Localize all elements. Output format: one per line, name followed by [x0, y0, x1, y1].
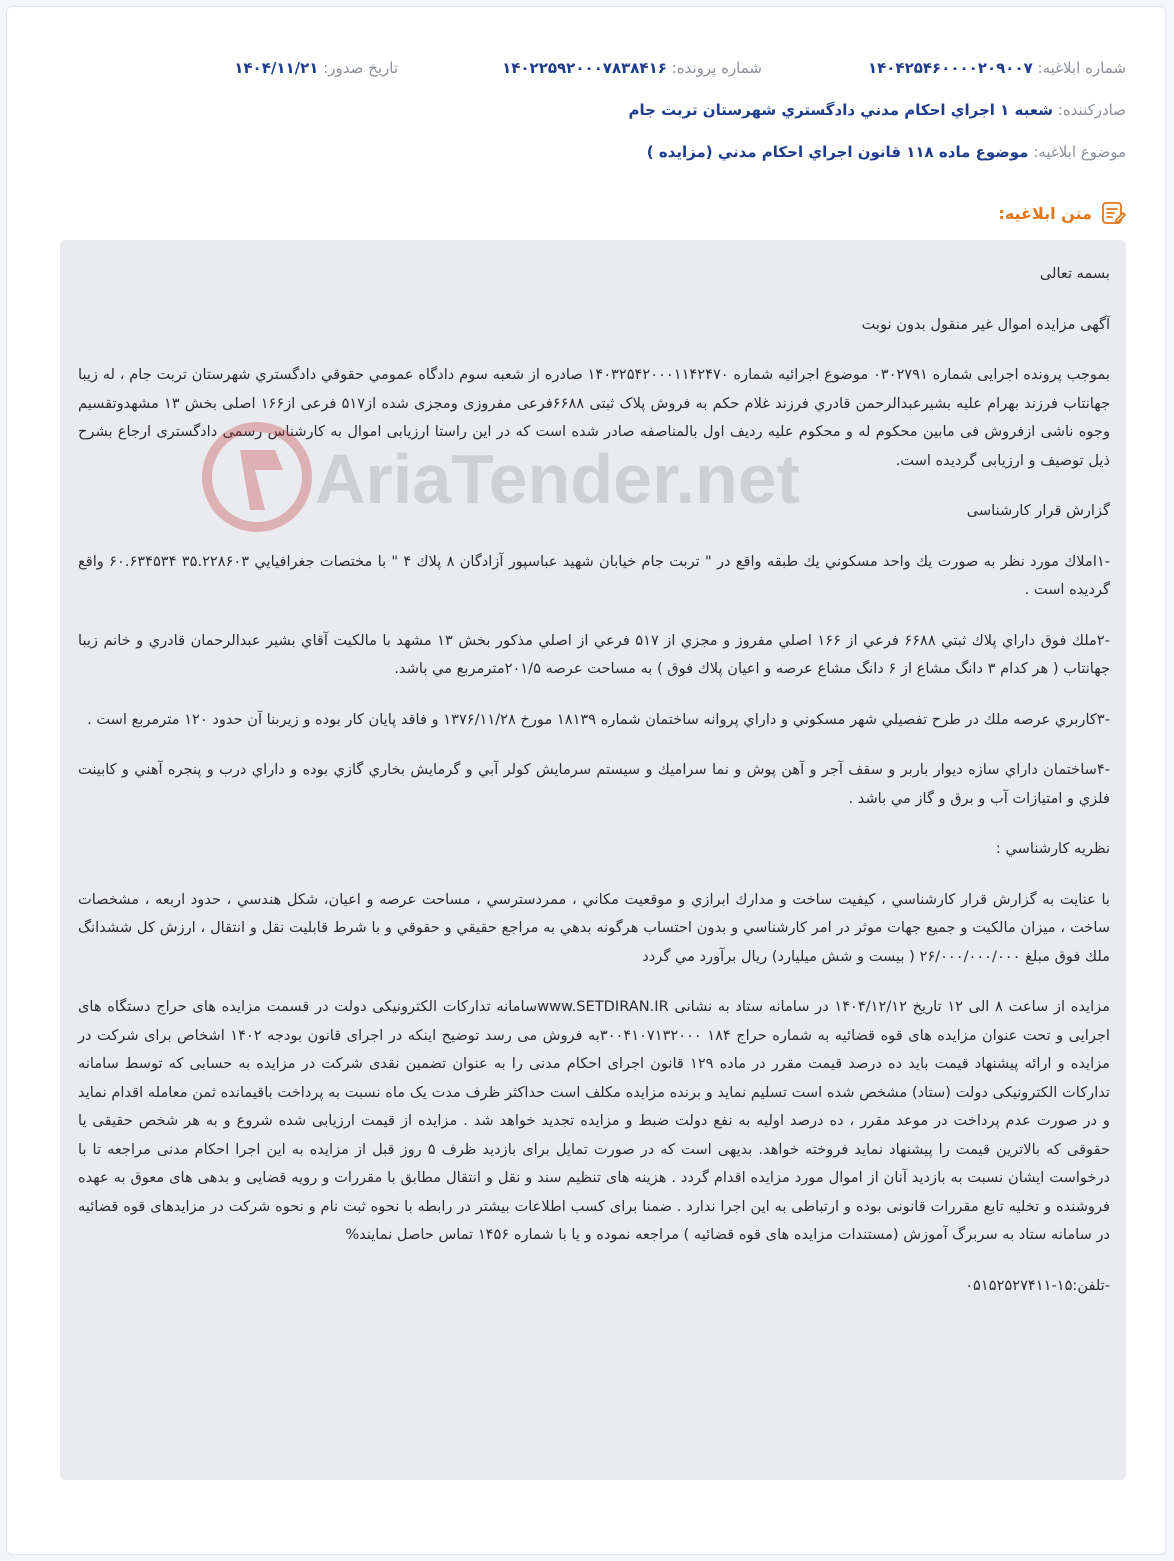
- body-expert-opinion: با عنايت به گزارش قرار كارشناسي ، كيفيت ساخت و مدارك ابرازي و موقعيت مكاني ، ممردسترسي ، مساحت عرصه و اعيان، شكل هندسي ، حدود اربعه ، مشخصات ساخت ، ميزان مالكيت و جميع جهات موثر در امر كارشناسي و بدون احتساب هرگونه بدهي به مراجع حقيقي و حقوقي و با شرط قابليت نقل و انتقال ، ارزش كل ششدانگ ملك فوق مبلغ ۲۶/۰۰۰/۰۰۰/۰۰۰ ( بيست و شش ميليارد) ريال برآورد مي گردد: [78, 890, 1110, 965]
- issuer: شعبه ۱ اجراي احکام مدني دادگستري شهرستان تربت جام: [628, 101, 1053, 119]
- watermark-text: AriaTender.net: [315, 440, 800, 518]
- body-expert-opinion-heading: نظريه كارشناسي :: [995, 840, 1110, 857]
- case-number-label: شماره پرونده:: [671, 59, 762, 77]
- body-item-2: -۲ملك فوق داراي پلاك ثبتي ۶۶۸۸ فرعي از ۱۶۶ اصلي مفروز و مجزي از ۵۱۷ فرعي از اصلي مذكور بخش ۱۳ مشهد با مالكيت آقاي بشير عبدالرحمان قادري و خانم زيبا جهانتاب ( هر كدام ۳ دانگ مشاع از ۶ دانگ مشاع عرصه و اعيان پلاك فوق ) به مساحت عرصه ۲۰۱/۵مترمربع مي باشد.: [78, 631, 1110, 677]
- subject-row: [647, 143, 1126, 161]
- case-number: ۱۴۰۲۲۵۹۲۰۰۰۷۸۳۸۴۱۶: [502, 59, 667, 77]
- notice-number-row: [868, 59, 1126, 77]
- issue-date: ۱۴۰۴/۱۱/۲۱: [234, 59, 319, 77]
- subject: موضوع ماده ۱۱۸ قانون اجراي احكام مدني (مزايده ): [646, 143, 1029, 161]
- issue-date-row: [234, 59, 398, 77]
- notice-text-heading: [998, 200, 1126, 226]
- issuer-label: صادرکننده:: [1057, 101, 1126, 119]
- body-expert-report-heading: گزارش قرار کارشناسی: [966, 502, 1110, 519]
- body-phone: -تلفن:۱۵-۰۵۱۵۲۵۲۷۴۱۱: [965, 1276, 1110, 1294]
- case-number-row: [502, 59, 762, 77]
- body-item-4: -۴ساختمان داراي سازه ديوار باربر و سقف آجر و آهن پوش و نما سراميك و سيستم سرمايش كولر آبي و گرمايش بخاري گازي بوده و داراي درب و پنجره آهني و كابينت فلزي و امتيازات آب و برق و گاز مي باشد .: [78, 761, 1110, 807]
- notice-body: [60, 240, 1126, 1480]
- body-item-3: -۳كاربري عرصه ملك در طرح تفصيلي شهر مسكوني و داراي پروانه ساختمان شماره ۱۸۱۳۹ مورخ ۱۳۷۶/۱۱/۲۸ و فاقد پايان كار بوده و زيربنا آن حدود ۱۲۰ مترمربع است .: [87, 710, 1110, 728]
- notice-number: ۱۴۰۴۲۵۴۶۰۰۰۰۲۰۹۰۰۷: [867, 59, 1033, 77]
- body-intro-paragraph: بموجب پرونده اجرایی شماره ۰۳۰۲۷۹۱ موضوع اجرائیه شماره ۱۴۰۳۲۵۴۲۰۰۰۱۱۴۲۴۷۰ صادره از شعبه سوم دادگاه عمومي حقوقي دادگستري شهرستان تربت جام ، له زيبا جهانتاب فرزند بهرام عليه بشيرعبدالرحمن قادري فرزند غلام حکم به فروش پلاک ثبتی ۶۶۸۸فرعی مفروزی ومجزی شده از۵۱۷ فرعی از۱۶۶ اصلی بخش ۱۳ مشهدوتقسیم وجوه ناشی ازفروش فی مابین محکوم له و محکوم علیه ردیف اول بالمناصفه صادر شده است که در این راستا ارزیابی اموال به کارشناس رسمی دادگستری ارجاع بشرح ذیل توصیف و ارزیابی گردیده است.: [78, 366, 1111, 469]
- notice-document-icon: [1100, 200, 1126, 226]
- body-auction-title: آگهی مزایده اموال غیر منقول بدون نوبت: [861, 315, 1110, 333]
- notice-number-label: شماره ابلاغيه:: [1037, 59, 1126, 77]
- notice-text-title: متن ابلاغيه:: [998, 203, 1092, 223]
- issuer-row: [628, 101, 1126, 119]
- body-item-1: -۱املاك مورد نظر به صورت يك واحد مسكوني يك طبقه واقع در " تربت جام خيابان شهيد عباسپور آزادگان ۸ پلاك ۴ " با مختصات جغرافيايي ۳۵.۲۲۸۶۰۳ ۶۰.۶۳۴۵۳۴ واقع گرديده است .: [78, 552, 1110, 598]
- body-heading-bismillah: بسمه تعالی: [1039, 265, 1110, 282]
- subject-label: موضوع ابلاغيه:: [1033, 143, 1126, 161]
- issue-date-label: تاريخ صدور:: [323, 59, 398, 77]
- body-auction-terms: مزایده از ساعت ۸ الی ۱۲ تاریخ ۱۴۰۴/۱۲/۱۲ در سامانه ستاد به نشانی www.SETDIRAN.IRسامانه تدارکات الکترونیکی دولت در قسمت مزایده های حراج دستگاه های اجرایی و تحت عنوان مزایده های قوه قضائیه به شماره حراج ۱۸۴ ۳۰۰۴۱۰۷۱۳۲۰۰۰به فروش می رسد توضیح اینکه در اجرای قانون بودجه ۱۴۰۲ اشخاص برای شرکت در مزایده و ارائه پیشنهاد قیمت باید ده درصد قیمت مقرر در ماده ۱۲۹ قانون اجرای احکام مدنی را به عنوان تضمین نقدی شرکت در مزایده به حسابی که توسط سامانه تدارکات الکترونیکی دولت (ستاد) مشخص شده است تسلیم نماید و برنده مزایده مکلف است حداکثر ظرف مدت یک ماه نسبت به پرداخت باقیمانده ثمن معامله اقدام نماید و در صورت عدم پرداخت در موعد مقرر ، ده درصد اولیه به نفع دولت ضبط و مزایده تجدید خواهد شد . مزایده از قیمت ارزیابی شده شروع و به هر شخص حقیقی یا حقوقی که بالاترین قیمت را پیشنهاد نماید فروخته خواهد. بدیهی است که در صورت تمایل برای بازدید ظرف ۵ روز قبل از مزایده به این اجرا احکام مدنی مراجعه تا با درخواست ایشان نسبت به بازدید آنان از اموال مورد مزایده اقدام گردد . هزینه های تنظیم سند و نقل و انتقال مطابق با مقررات و رویه قضایی و بدهی های معوق به عهده فروشنده و تخلیه تابع مقررات قانونی بوده و ارتباطی به این اجرا ندارد . ضمنا برای کسب اطلاعات بیشتر در رابطه با نحوه ثبت نام و نحوه شرکت در مزایدهای قوه قضائیه در سامانه ستاد به سربرگ آموزش (مستندات مزایده های قوه قضائیه ) مراجعه نموده و یا با شماره ۱۴۵۶ تماس حاصل نمایند%: [78, 998, 1110, 1243]
